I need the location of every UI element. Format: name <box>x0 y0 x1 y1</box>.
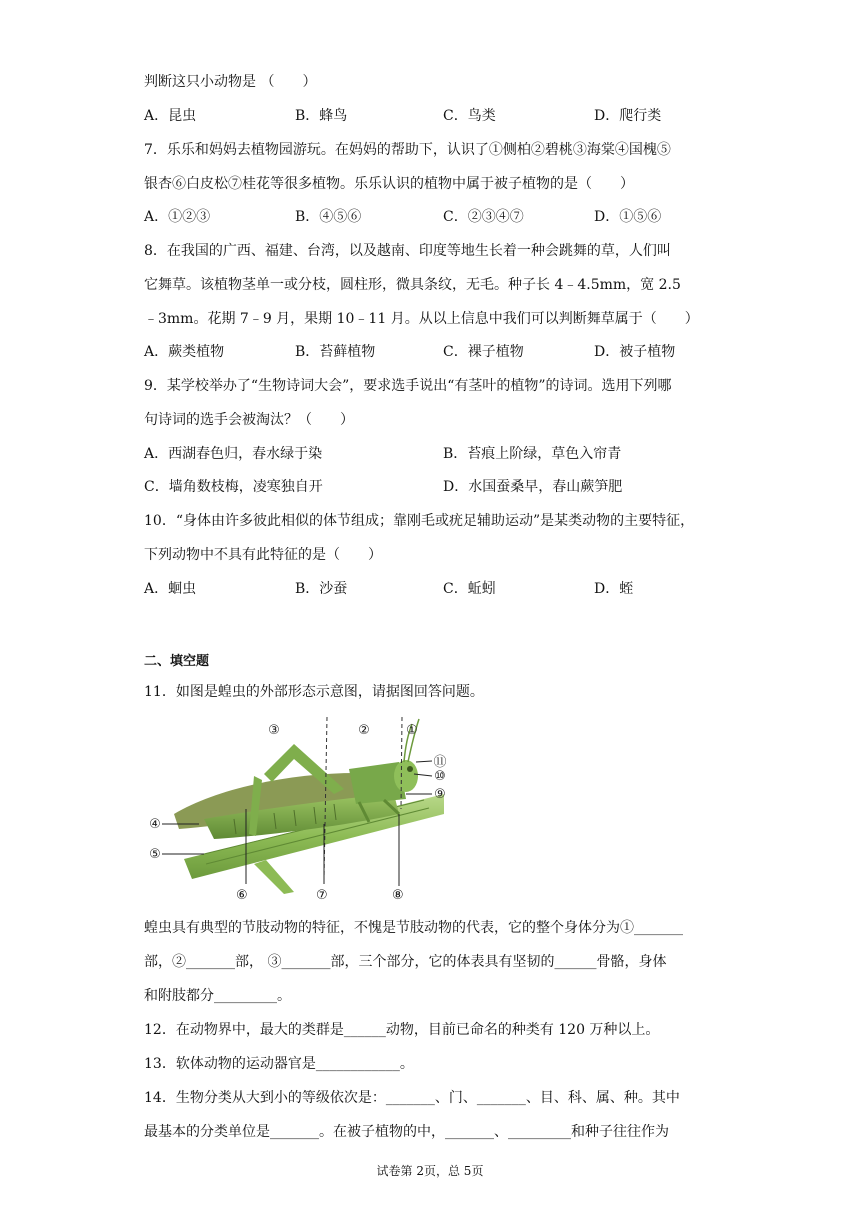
label-11: ⑪ <box>433 755 447 770</box>
page-footer: 试卷第 2页，总 5页 <box>376 1164 484 1178</box>
section-title: 二、填空题 <box>144 654 210 669</box>
question-12: 12．在动物界中，最大的类群是______动物，目前已命名的种类有 120 万种以上。 <box>144 1022 660 1038</box>
label-10: ⑩ <box>434 769 446 784</box>
question-10-line-2: 下列动物中不具有此特征的是（ ） <box>144 547 382 563</box>
question-8-line-3: ﹣3mm。花期 7﹣9 月，果期 10﹣11 月。从以上信息中我们可以判断舞草属于（ ） <box>144 311 699 327</box>
q9-option-b: B．苔痕上阶绿，草色入帘青 <box>443 446 622 462</box>
q7-option-a: A．①②③ <box>144 209 211 225</box>
question-14-line-1: 14．生物分类从大到小的等级依次是：_______、门、_______、目、科、属、种。其中 <box>144 1090 680 1106</box>
q9-option-a: A．西湖春色归，春水绿于染 <box>144 446 323 462</box>
question-13: 13．软体动物的运动器官是____________。 <box>144 1056 414 1072</box>
question-10-line-1: 10．“身体由许多彼此相似的体节组成；靠刚毛或疣足辅助运动”是某类动物的主要特征， <box>144 513 695 529</box>
q8-option-b: B．苔藓植物 <box>295 344 376 360</box>
q8-option-d: D．被子植物 <box>594 344 676 360</box>
q9-option-d: D．水国蚕桑早，春山蕨笋肥 <box>443 479 623 495</box>
question-11-intro: 11．如图是蝗虫的外部形态示意图，请据图回答问题。 <box>144 684 484 700</box>
q10-option-a: A．蛔虫 <box>144 581 197 597</box>
q9-option-c: C．墙角数枝梅，凌寒独自开 <box>144 479 323 495</box>
label-6: ⑥ <box>236 888 248 903</box>
label-7: ⑦ <box>316 888 328 903</box>
q8-option-c: C．裸子植物 <box>443 344 524 360</box>
label-9: ⑨ <box>434 787 446 802</box>
label-5: ⑤ <box>149 847 161 862</box>
q7-option-d: D．①⑤⑥ <box>594 209 662 225</box>
question-6-tail: 判断这只小动物是 （ ） <box>144 74 317 90</box>
q6-option-d: D．爬行类 <box>594 108 662 124</box>
label-8: ⑧ <box>392 888 404 903</box>
q7-option-b: B．④⑤⑥ <box>295 209 362 225</box>
q8-option-a: A．蕨类植物 <box>144 344 225 360</box>
question-9-line-1: 9．某学校举办了“生物诗词大会”，要求选手说出“有茎叶的植物”的诗词。选用下列哪 <box>144 378 672 394</box>
label-3: ③ <box>268 723 280 738</box>
head <box>394 760 418 792</box>
question-8-line-2: 它舞草。该植物茎单一或分枝，圆柱形，微具条纹，无毛。种子长 4﹣4.5mm，宽 2.5 <box>144 277 681 293</box>
question-7-line-1: 7．乐乐和妈妈去植物园游玩。在妈妈的帮助下，认识了①侧柏②碧桃③海棠④国槐⑤ <box>144 142 671 158</box>
compound-eye <box>407 766 413 772</box>
question-14-line-2: 最基本的分类单位是_______。在被子植物的中，_______、_________和种子往往作为 <box>144 1124 669 1140</box>
label-1: ① <box>406 723 418 738</box>
q10-option-c: C．蚯蚓 <box>443 581 496 597</box>
q6-option-a: A．昆虫 <box>144 108 197 124</box>
q10-option-b: B．沙蚕 <box>295 581 348 597</box>
question-11-line-3: 和附肢都分_________。 <box>144 988 291 1004</box>
question-8-line-1: 8．在我国的广西、福建、台湾，以及越南、印度等地生长着一种会跳舞的草，人们叫 <box>144 243 671 259</box>
q7-option-c: C．②③④⑦ <box>443 209 524 225</box>
question-11-line-2: 部，②_______部， ③_______部，三个部分，它的体表具有坚韧的______骨骼，身体 <box>144 954 667 970</box>
question-9-line-2: 句诗词的选手会被淘汰？（ ） <box>144 412 354 428</box>
q6-option-b: B．蜂鸟 <box>295 108 348 124</box>
question-7-line-2: 银杏⑥白皮松⑦桂花等很多植物。乐乐认识的植物中属于被子植物的是（ ） <box>144 176 634 192</box>
grasshopper-figure <box>144 714 447 884</box>
label-4: ④ <box>149 817 161 832</box>
label-2: ② <box>358 723 370 738</box>
question-11-line-1: 蝗虫具有典型的节肢动物的特征，不愧是节肢动物的代表，它的整个身体分为①_______ <box>144 920 683 936</box>
q10-option-d: D．蛭 <box>594 581 634 597</box>
q6-option-c: C．鸟类 <box>443 108 496 124</box>
